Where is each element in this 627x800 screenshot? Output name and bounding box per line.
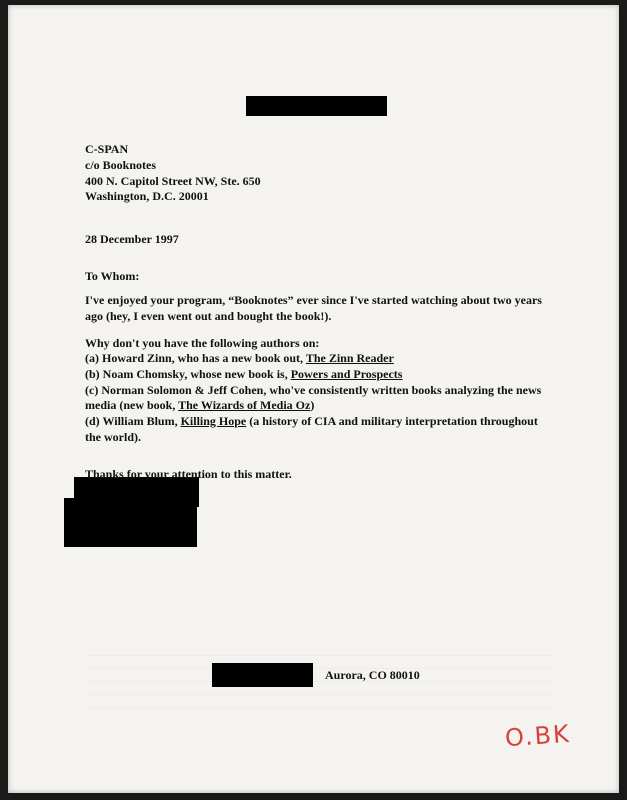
salutation: To Whom: bbox=[85, 269, 140, 283]
item-c-line-1: (c) Norman Solomon & Jeff Cohen, who've consistently written books analyzing the news bbox=[85, 383, 542, 397]
item-d-line-2: the world). bbox=[85, 430, 141, 444]
paragraph-1-line-1: I've enjoyed your program, “Booknotes” ever since I've started watching about two years bbox=[85, 293, 542, 307]
item-d-title: Killing Hope bbox=[180, 414, 247, 428]
recipient-line-2: c/o Booknotes bbox=[85, 158, 157, 172]
item-d-line-1 bbox=[85, 413, 538, 429]
sender-location: Aurora, CO 80010 bbox=[325, 668, 420, 682]
item-c-text: media (new book, bbox=[85, 398, 179, 412]
item-b-title: Powers and Prospects bbox=[290, 367, 403, 381]
recipient-line-4: Washington, D.C. 20001 bbox=[85, 189, 209, 203]
closing-line: Thanks for your attention to this matter. bbox=[85, 467, 292, 481]
letter-date: 28 December 1997 bbox=[85, 232, 179, 246]
item-a bbox=[85, 350, 394, 366]
item-b-text: (b) Noam Chomsky, whose new book is, bbox=[85, 367, 291, 381]
item-d-text: (d) William Blum, bbox=[85, 414, 181, 428]
redaction-bar-address bbox=[212, 663, 313, 687]
paragraph-1-line-2: ago (hey, I even went out and bought the book!). bbox=[85, 309, 332, 323]
handwritten-annotation: O.BK bbox=[504, 719, 572, 753]
item-b bbox=[85, 366, 402, 382]
item-c-title: The Wizards of Media Oz bbox=[178, 398, 311, 412]
item-a-title: The Zinn Reader bbox=[305, 351, 394, 365]
item-c-line-2 bbox=[85, 397, 314, 413]
item-c-close: ) bbox=[310, 398, 315, 412]
redaction-bar-header bbox=[246, 96, 387, 116]
recipient-line-1: C-SPAN bbox=[85, 142, 129, 156]
item-d-rest: (a history of CIA and military interpretation throughout bbox=[246, 414, 538, 428]
question-line: Why don't you have the following authors on: bbox=[85, 336, 320, 350]
item-a-text: (a) Howard Zinn, who has a new book out, bbox=[85, 351, 306, 365]
redaction-bar-signature-bottom bbox=[64, 498, 197, 547]
recipient-line-3: 400 N. Capitol Street NW, Ste. 650 bbox=[85, 174, 261, 188]
bleed-through bbox=[90, 655, 550, 715]
